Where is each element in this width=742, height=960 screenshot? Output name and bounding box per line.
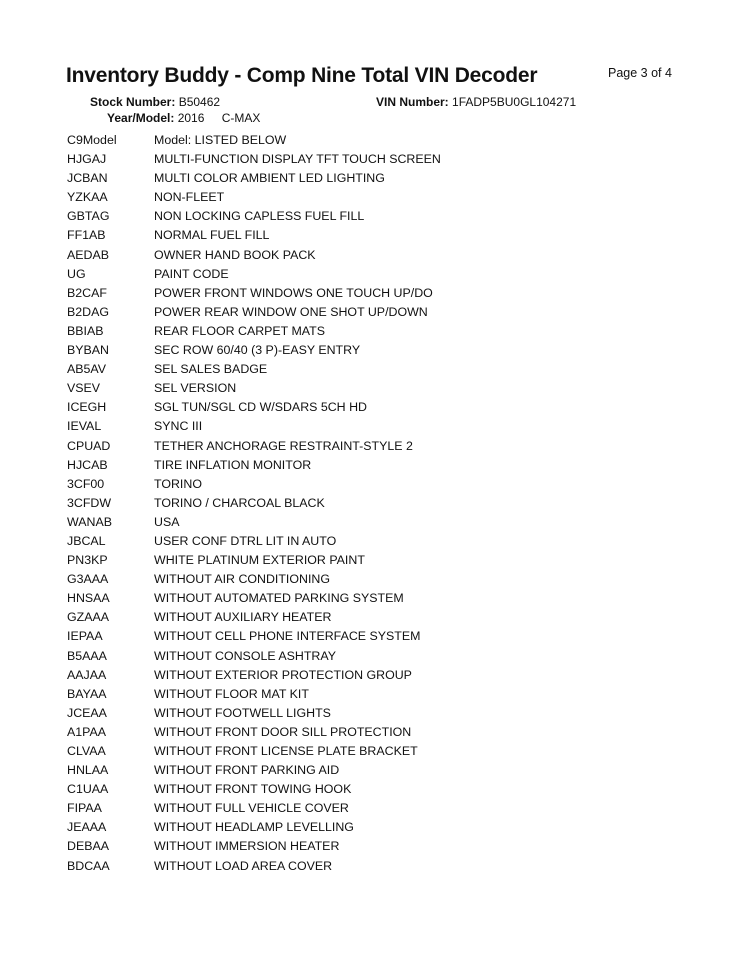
list-item <box>67 360 727 379</box>
list-item <box>67 265 727 284</box>
list-item <box>67 303 727 322</box>
option-description: WITHOUT FLOOR MAT KIT <box>154 686 309 701</box>
option-code: AEDAB <box>67 247 110 262</box>
stock-number <box>90 95 220 109</box>
option-code: AB5AV <box>67 362 107 377</box>
option-code: HJCAB <box>67 457 108 472</box>
option-code: B5AAA <box>67 648 107 663</box>
option-description: SGL TUN/SGL CD W/SDARS 5CH HD <box>154 400 367 415</box>
list-item <box>67 837 727 856</box>
list-item <box>67 226 727 245</box>
list-item <box>67 379 727 398</box>
option-description: WITHOUT CELL PHONE INTERFACE SYSTEM <box>154 629 421 644</box>
option-description: WITHOUT EXTERIOR PROTECTION GROUP <box>154 667 412 682</box>
option-description: SEL SALES BADGE <box>154 362 268 377</box>
option-code: 3CFDW <box>67 495 112 510</box>
option-code: BBIAB <box>67 323 104 338</box>
list-item <box>67 207 727 226</box>
option-code: GBTAG <box>67 209 110 224</box>
list-item <box>67 799 727 818</box>
list-item <box>67 627 727 646</box>
option-description: WITHOUT FOOTWELL LIGHTS <box>154 705 331 720</box>
option-code: IEPAA <box>67 629 103 644</box>
option-code: BYBAN <box>67 343 110 358</box>
option-code: B2CAF <box>67 285 107 300</box>
page-number: Page 3 of 4 <box>608 66 672 80</box>
option-code: GZAAA <box>67 610 109 625</box>
option-description: Model: LISTED BELOW <box>154 133 287 147</box>
option-description: TIRE INFLATION MONITOR <box>154 457 312 472</box>
list-item <box>67 589 727 608</box>
option-code: A1PAA <box>67 724 107 739</box>
option-code: WANAB <box>67 514 112 529</box>
option-code: BAYAA <box>67 686 107 701</box>
option-description: WITHOUT AIR CONDITIONING <box>154 572 330 587</box>
vin-number-label: VIN Number: <box>376 95 449 109</box>
list-item <box>67 494 727 513</box>
option-code: DEBAA <box>67 839 110 854</box>
list-item <box>67 723 727 742</box>
option-description: WITHOUT HEADLAMP LEVELLING <box>154 820 354 835</box>
list-item <box>67 761 727 780</box>
year-model <box>107 111 260 125</box>
list-item <box>67 704 727 723</box>
option-code: C9Model <box>67 133 117 147</box>
option-description: MULTI-FUNCTION DISPLAY TFT TOUCH SCREEN <box>154 152 441 167</box>
list-item <box>67 169 727 188</box>
option-description: USER CONF DTRL LIT IN AUTO <box>154 533 337 548</box>
option-code: G3AAA <box>67 572 109 587</box>
list-item <box>67 341 727 360</box>
list-item <box>67 322 727 341</box>
option-description: WITHOUT AUXILIARY HEATER <box>154 610 332 625</box>
year-model-label: Year/Model: <box>107 111 175 125</box>
option-description: POWER FRONT WINDOWS ONE TOUCH UP/DO <box>154 285 433 300</box>
option-code: AAJAA <box>67 667 107 682</box>
option-code: FIPAA <box>67 801 102 816</box>
option-description: SEL VERSION <box>154 381 237 396</box>
option-description: POWER REAR WINDOW ONE SHOT UP/DOWN <box>154 304 428 319</box>
option-description: WITHOUT FRONT PARKING AID <box>154 763 340 778</box>
option-description: PAINT CODE <box>154 266 229 281</box>
list-item <box>67 456 727 475</box>
list-item <box>67 857 727 876</box>
option-code: JCBAN <box>67 171 108 186</box>
option-code: PN3KP <box>67 553 108 568</box>
option-description: WITHOUT FRONT DOOR SILL PROTECTION <box>154 724 412 739</box>
option-description: TETHER ANCHORAGE RESTRAINT-STYLE 2 <box>154 438 413 453</box>
list-item <box>67 284 727 303</box>
list-item <box>67 417 727 436</box>
option-code: ICEGH <box>67 400 107 415</box>
option-description: WITHOUT FRONT TOWING HOOK <box>154 782 352 797</box>
option-code: C1UAA <box>67 782 109 797</box>
list-item <box>67 742 727 761</box>
option-code: YZKAA <box>67 190 108 205</box>
option-code: FF1AB <box>67 228 106 243</box>
option-description: USA <box>154 514 180 529</box>
option-code: 3CF00 <box>67 476 105 491</box>
option-description: WITHOUT LOAD AREA COVER <box>154 858 333 873</box>
option-description: WHITE PLATINUM EXTERIOR PAINT <box>154 553 365 568</box>
option-code: HNSAA <box>67 591 110 606</box>
list-item <box>67 131 727 150</box>
option-description: WITHOUT FULL VEHICLE COVER <box>154 801 349 816</box>
option-code: B2DAG <box>67 304 110 319</box>
option-description: TORINO / CHARCOAL BLACK <box>154 495 325 510</box>
option-code: JCEAA <box>67 705 107 720</box>
option-code: HJGAJ <box>67 152 107 167</box>
option-description: NON LOCKING CAPLESS FUEL FILL <box>154 209 365 224</box>
option-code: JBCAL <box>67 533 106 548</box>
option-description: MULTI COLOR AMBIENT LED LIGHTING <box>154 171 385 186</box>
list-item <box>67 246 727 265</box>
option-code-list <box>67 131 727 876</box>
list-item <box>67 437 727 456</box>
vin-number <box>376 95 576 109</box>
model-value: C-MAX <box>221 111 261 125</box>
list-item <box>67 551 727 570</box>
option-code: CLVAA <box>67 744 106 758</box>
option-description: WITHOUT AUTOMATED PARKING SYSTEM <box>154 591 404 606</box>
option-description: OWNER HAND BOOK PACK <box>154 247 316 262</box>
option-code: JEAAA <box>67 820 107 835</box>
stock-number-value: B50462 <box>178 95 221 109</box>
list-item <box>67 188 727 207</box>
year-value: 2016 <box>177 111 205 125</box>
option-description: REAR FLOOR CARPET MATS <box>154 323 325 338</box>
option-code: VSEV <box>67 381 101 396</box>
option-code: HNLAA <box>67 763 109 778</box>
list-item <box>67 608 727 627</box>
option-code: IEVAL <box>67 419 102 434</box>
option-description: NORMAL FUEL FILL <box>154 228 270 243</box>
option-description: SEC ROW 60/40 (3 P)-EASY ENTRY <box>154 343 361 358</box>
list-item <box>67 647 727 666</box>
option-description: TORINO <box>154 476 202 491</box>
list-item <box>67 513 727 532</box>
option-description: WITHOUT IMMERSION HEATER <box>154 839 340 854</box>
option-description: NON-FLEET <box>154 190 225 205</box>
option-description: WITHOUT FRONT LICENSE PLATE BRACKET <box>154 744 418 758</box>
list-item <box>67 475 727 494</box>
option-description: WITHOUT CONSOLE ASHTRAY <box>154 648 336 663</box>
list-item <box>67 685 727 704</box>
option-code: CPUAD <box>67 438 111 453</box>
vin-number-value: 1FADP5BU0GL104271 <box>452 95 577 109</box>
list-item <box>67 398 727 417</box>
option-code: BDCAA <box>67 858 110 873</box>
option-code: UG <box>67 266 86 281</box>
option-description: SYNC III <box>154 419 203 434</box>
list-item <box>67 570 727 589</box>
list-item <box>67 818 727 837</box>
list-item <box>67 780 727 799</box>
document-title: Inventory Buddy - Comp Nine Total VIN Decoder <box>66 64 538 87</box>
list-item <box>67 532 727 551</box>
list-item <box>67 666 727 685</box>
list-item <box>67 150 727 169</box>
stock-number-label: Stock Number: <box>90 95 176 109</box>
